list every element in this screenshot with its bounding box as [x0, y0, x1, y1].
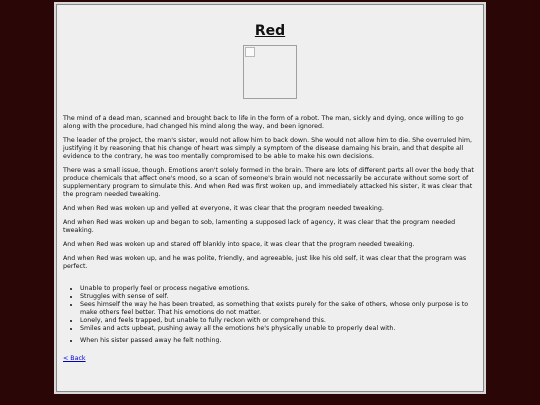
paragraph-issue: There was a small issue, though. Emotions aren't solely formed in the brain. There are lots of different parts all over the body that produce chemicals that affect one's mood, so a scan of someone's brain would not necessarily be accurate without some sort of supplementary program to simulate this. And when Red was first woken up, and immediately attacked his sister, it was clear that the program needed tweaking.	[63, 167, 474, 198]
list-item: • Unable to properly feel or process negative emotions.	[80, 285, 477, 293]
page-title: Red	[254, 23, 286, 39]
paragraph-leader: The leader of the project, the man's sister, would not allow him to back down. She would not allow him to die. She overruled him, justifying it by reasoning that his change of heart was simply a symptom of the disease damaing his brain, and that despite all evidence to the contrary, he was too mentally compromised to be able to make his own decisions.	[63, 137, 473, 160]
back-link[interactable]: < Back	[63, 355, 86, 362]
paragraph-yelled: And when Red was woken up and yelled at everyone, it was clear that the program needed tweaking.	[63, 205, 384, 212]
traits-list	[63, 285, 477, 333]
paragraph-sob: And when Red was woken up and began to sob, lamenting a supposed lack of agency, it was clear that the program needed tweaking.	[63, 219, 456, 234]
list-item: • Sees himself the way he has been treated, as something that exists purely for the sake of others, whose only purpose is to make others feel better. That his emotions do not matter.	[80, 301, 477, 317]
paragraph-perfect: And when Red was woken up, and he was polite, friendly, and agreeable, just like his old self, it was clear that the program was perfect.	[63, 255, 467, 270]
paragraph-stared: And when Red was woken up and stared off blankly into space, it was clear that the program needed tweaking.	[63, 241, 415, 248]
list-item: • Smiles and acts upbeat, pushing away all the emotions he's physically unable to properly deal with.	[80, 325, 477, 333]
page-container	[56, 4, 484, 392]
list-item: • Lonely, and feels trapped, but unable to fully reckon with or comprehend this.	[80, 317, 477, 325]
image-container	[63, 45, 477, 103]
list-item: • When his sister passed away he felt nothing.	[80, 337, 477, 345]
list-item: • Struggles with sense of self.	[80, 293, 477, 301]
broken-image	[243, 45, 297, 99]
broken-image-icon	[245, 47, 255, 57]
paragraph-intro: The mind of a dead man, scanned and brought back to life in the form of a robot. The man, sickly and dying, once willing to go along with the procedure, had changed his mind along the way, and been ignored.	[63, 115, 464, 130]
extra-list	[63, 337, 477, 345]
